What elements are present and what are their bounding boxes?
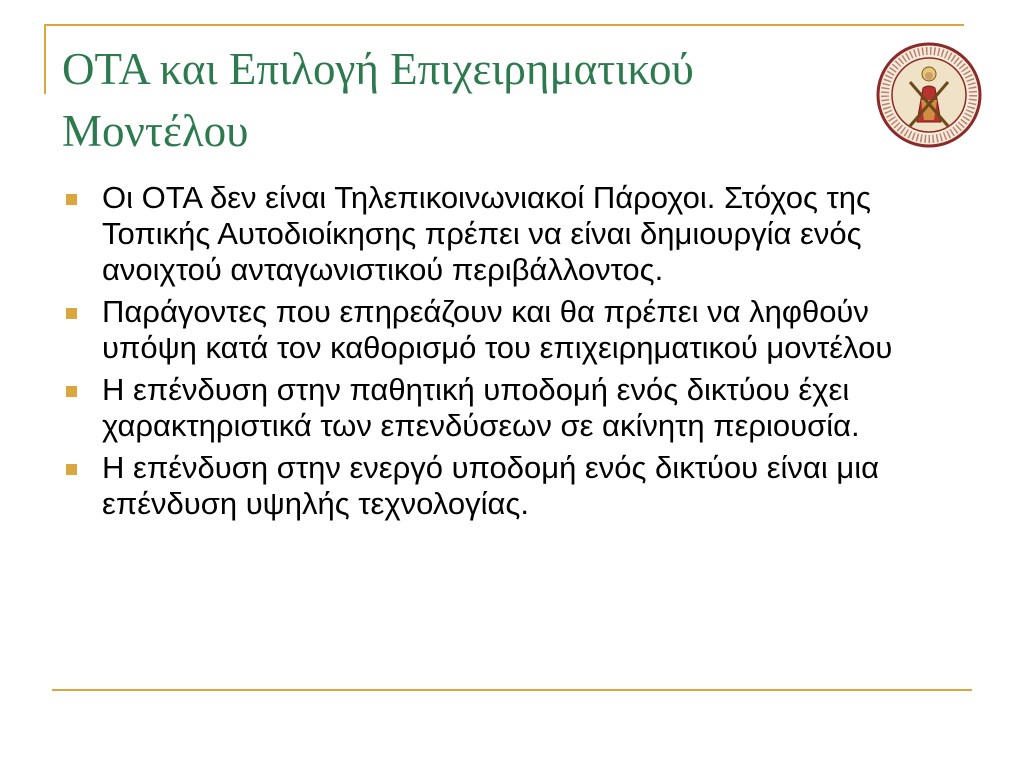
university-seal-icon bbox=[876, 42, 982, 148]
bullet-text: Η επένδυση στην παθητική υποδομή ενός δικτύου έχει χαρακτηριστικά των επενδύσεων σε ακίνητη περιουσία. bbox=[102, 372, 860, 443]
bullet-text: Η επένδυση στην ενεργό υποδομή ενός δικτύου είναι μια επένδυση υψηλής τεχνολογίας. bbox=[102, 450, 879, 521]
bottom-divider bbox=[52, 689, 972, 691]
square-bullet-icon bbox=[66, 194, 77, 205]
top-divider bbox=[44, 24, 964, 26]
list-item bbox=[62, 180, 962, 288]
square-bullet-icon bbox=[66, 386, 77, 397]
list-item bbox=[62, 372, 962, 444]
bullet-list bbox=[62, 180, 962, 528]
slide-title: ΟΤΑ και Επιλογή Επιχειρηματικού Μοντέλου bbox=[62, 44, 694, 156]
square-bullet-icon bbox=[66, 308, 77, 319]
list-item bbox=[62, 294, 962, 366]
left-divider bbox=[44, 24, 46, 94]
list-item bbox=[62, 450, 962, 522]
bullet-text: Παράγοντες που επηρεάζουν και θα πρέπει να ληφθούν υπόψη κατά τον καθορισμό του επιχειρηματικού μοντέλου bbox=[102, 294, 893, 365]
bullet-text: Οι ΟΤΑ δεν είναι Τηλεπικοινωνιακοί Πάροχοι. Στόχος της Τοπικής Αυτοδιοίκησης πρέπει να είναι δημιουργία ενός ανοιχτού ανταγωνιστικού περιβάλλοντος. bbox=[102, 180, 871, 287]
square-bullet-icon bbox=[66, 464, 77, 475]
